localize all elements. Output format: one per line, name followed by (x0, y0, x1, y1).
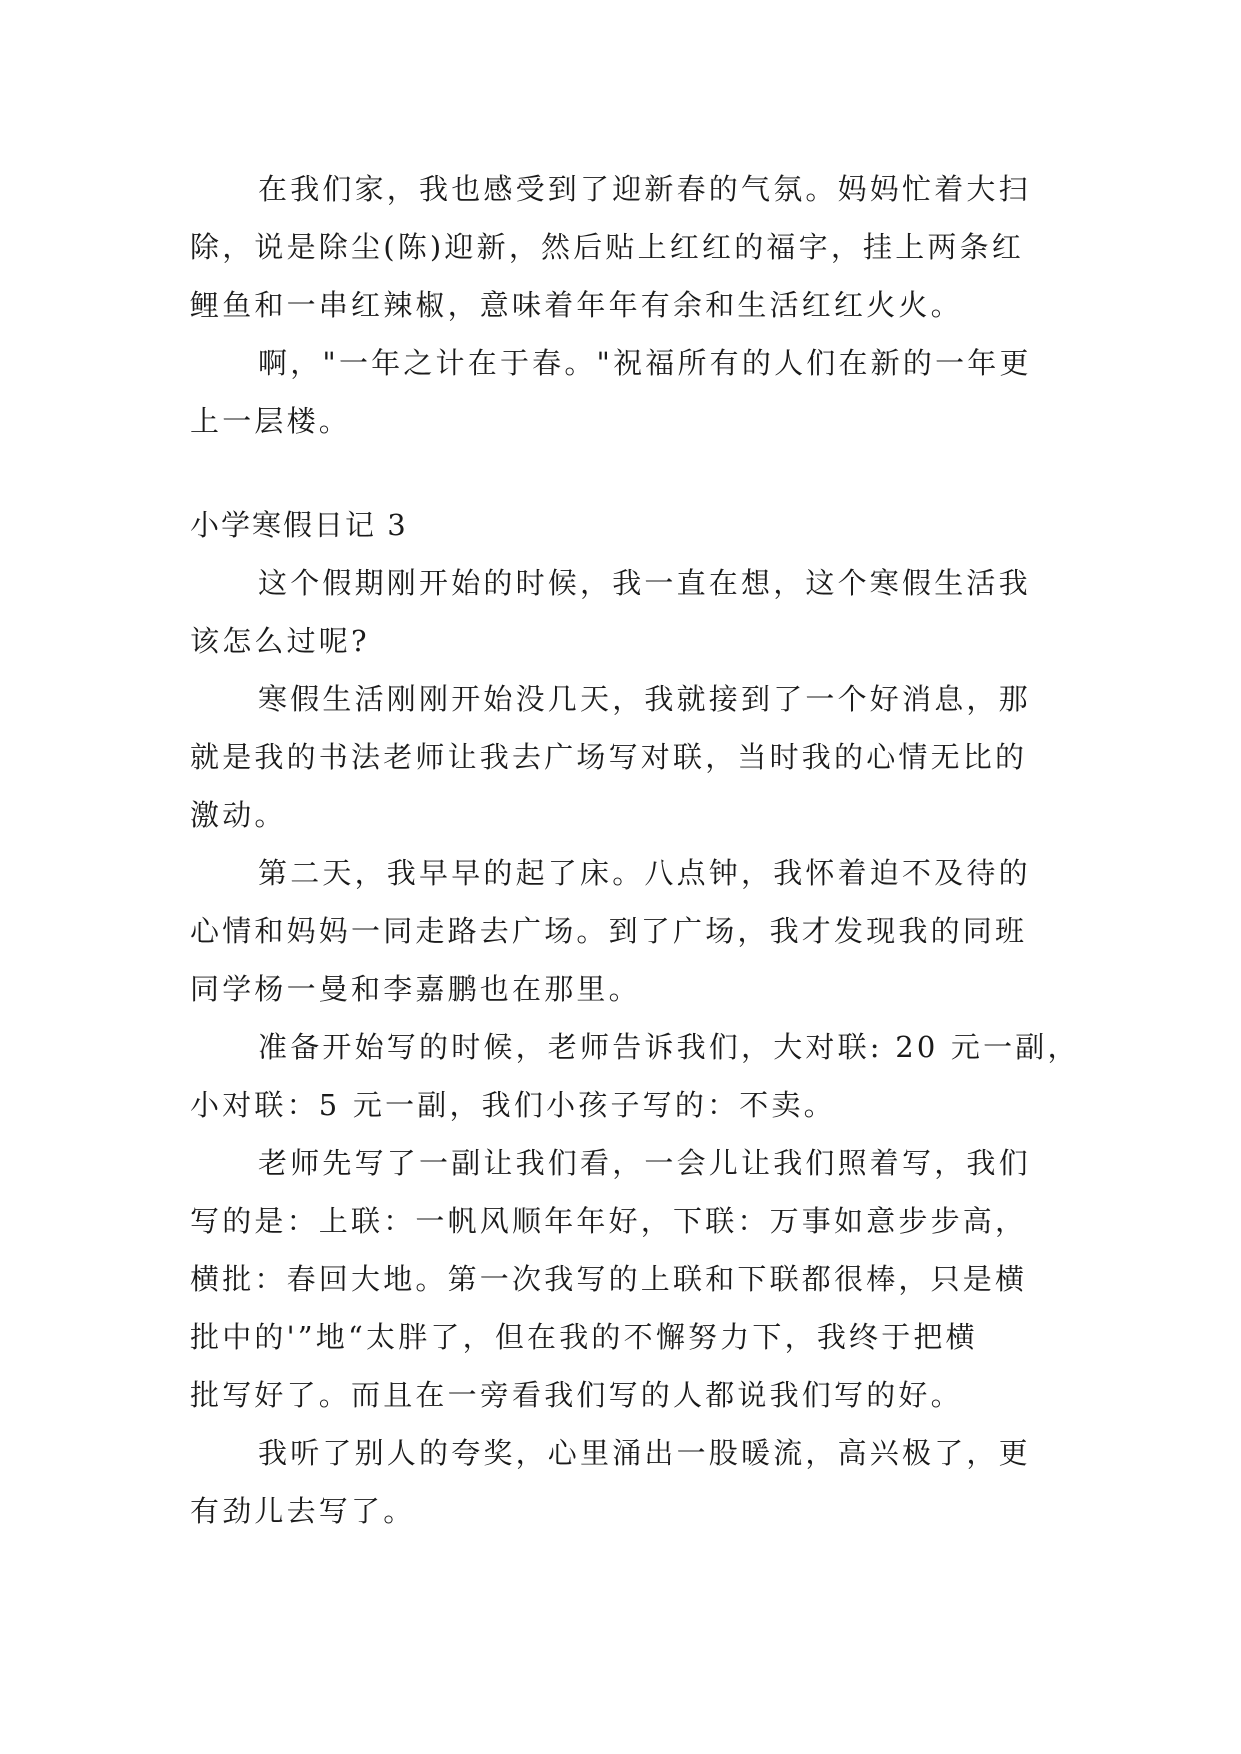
paragraph-line: 就是我的书法老师让我去广场写对联，当时我的心情无比的 (190, 740, 1028, 774)
paragraph-line: 心情和妈妈一同走路去广场。到了广场，我才发现我的同班 (190, 914, 1028, 948)
document-body (190, 160, 1080, 1540)
paragraph-line: 小对联：5 元一副，我们小孩子写的：不卖。 (190, 1088, 836, 1122)
paragraph-line: 第二天，我早早的起了床。八点钟，我怀着迫不及待的 (258, 856, 1031, 890)
paragraph-line: 该怎么过呢? (190, 624, 370, 658)
paragraph-line: 这个假期刚开始的时候，我一直在想，这个寒假生活我 (258, 566, 1031, 600)
section-spacer (190, 450, 1050, 496)
paragraph-line: 有劲儿去写了。 (190, 1494, 416, 1528)
paragraph-line: 批中的'”地“太胖了，但在我的不懈努力下，我终于把横 (190, 1320, 978, 1354)
section-title: 小学寒假日记 3 (190, 508, 408, 542)
paragraph-line: 啊，"一年之计在于春。"祝福所有的人们在新的一年更 (258, 346, 1032, 380)
paragraph-line: 寒假生活刚刚开始没几天，我就接到了一个好消息，那 (258, 682, 1031, 716)
paragraph-line: 鲤鱼和一串红辣椒，意味着年年有余和生活红红火火。 (190, 288, 963, 322)
paragraph-line: 激动。 (190, 798, 287, 832)
paragraph-line: 批写好了。而且在一旁看我们写的人都说我们写的好。 (190, 1378, 963, 1412)
paragraph-line: 横批：春回大地。第一次我写的上联和下联都很棒，只是横 (190, 1262, 1028, 1296)
paragraph-line: 在我们家，我也感受到了迎新春的气氛。妈妈忙着大扫 (258, 172, 1031, 206)
paragraph-line: 同学杨一曼和李嘉鹏也在那里。 (190, 972, 641, 1006)
paragraph-line: 我听了别人的夸奖，心里涌出一股暖流，高兴极了，更 (258, 1436, 1031, 1470)
paragraph-line: 准备开始写的时候，老师告诉我们，大对联: 20 元一副， (258, 1030, 1080, 1064)
paragraph-line: 老师先写了一副让我们看，一会儿让我们照着写，我们 (258, 1146, 1031, 1180)
paragraph-line: 写的是：上联：一帆风顺年年好，下联：万事如意步步高， (190, 1204, 1028, 1238)
paragraph-line: 除，说是除尘(陈)迎新，然后贴上红红的福字，挂上两条红 (190, 230, 1025, 264)
paragraph-line: 上一层楼。 (190, 404, 352, 438)
